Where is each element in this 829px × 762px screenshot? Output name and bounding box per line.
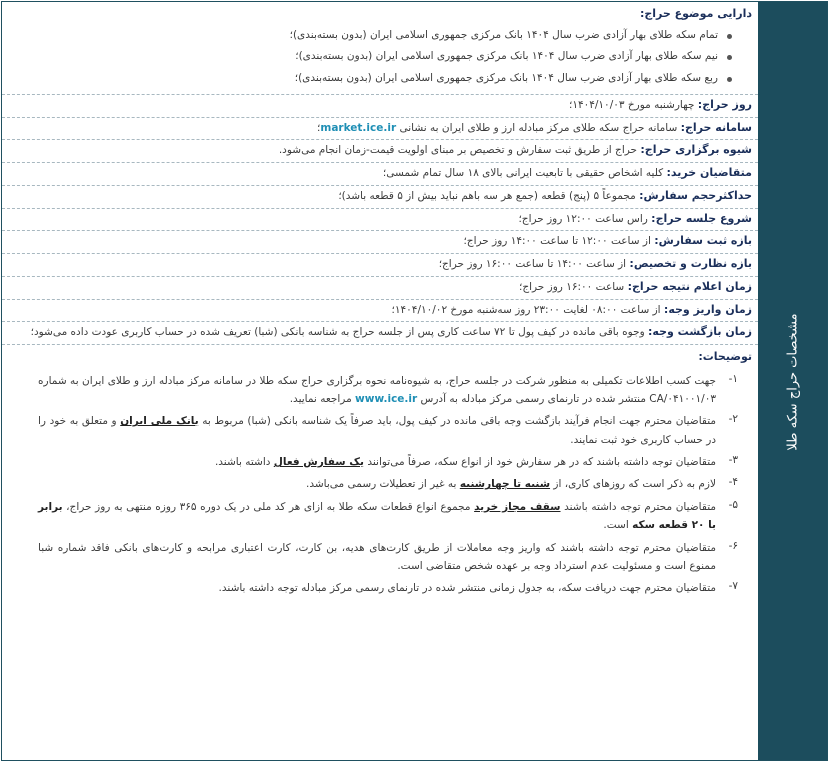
deposit-time-label: زمان واریز وجه: xyxy=(663,302,752,316)
session-start-label: شروع جلسه حراج: xyxy=(651,211,752,225)
content xyxy=(2,2,758,760)
assets-section xyxy=(2,2,758,95)
deposit-time-row xyxy=(2,300,758,323)
max-volume-value: مجموعاً ۵ (پنج) قطعه (جمع هر سه باهم نباید بیش از ۵ قطعه باشد)؛ xyxy=(338,189,640,202)
applicants-label: متقاضیان خرید: xyxy=(666,166,752,179)
list-item: ۶- متقاضیان محترم توجه داشته باشند که واریز وجه معاملات از طریق کارت‌های هدیه، بن کارت، کارت اعتباری مرابحه و کارت‌های بانکی فاقد شماره شبا ممنوع است و مسئولیت عدم استرداد وجه بر عهده شخص متقاضی است. xyxy=(38,539,738,572)
supervision-window-label: بازه نظارت و تخصیص: xyxy=(629,257,752,270)
list-item: ۵- متقاضیان محترم توجه داشته باشند سقف مجاز خرید مجموع انواع قطعات سکه طلا به ازای هر کد ملی در یک دوره ۳۶۵ روزه منتهی به روز حراج، برابر با ۲۰ قطعه سکه است. xyxy=(38,498,738,532)
refund-time-label: زمان بازگشت وجه: xyxy=(648,325,752,339)
list-item: تمام سکه طلای بهار آزادی ضرب سال ۱۴۰۴ بانک مرکزی جمهوری اسلامی ایران (بدون بسته‌بندی)؛ xyxy=(8,26,732,48)
session-start-row xyxy=(2,209,758,232)
list-item: ربع سکه طلای بهار آزادی ضرب سال ۱۴۰۴ بانک مرکزی جمهوری اسلامی ایران (بدون بسته‌بندی)؛ xyxy=(8,69,732,91)
method-row xyxy=(2,140,758,163)
supervision-window-row xyxy=(2,254,758,277)
market-link[interactable]: market.ice.ir xyxy=(320,121,397,134)
applicants-value: کلیه اشخاص حقیقی با تابعیت ایرانی بالای ۱۸ سال تمام شمسی؛ xyxy=(382,167,667,179)
result-time-row xyxy=(2,277,758,300)
result-time-value: ساعت ۱۶:۰۰ روز حراج؛ xyxy=(518,280,628,293)
notes-list xyxy=(8,372,752,598)
supervision-window-value: از ساعت ۱۴:۰۰ تا ساعت ۱۶:۰۰ روز حراج؛ xyxy=(438,258,630,270)
session-start-value: راس ساعت ۱۲:۰۰ روز حراج؛ xyxy=(518,212,652,225)
system-label: سامانه حراج: xyxy=(680,120,752,134)
list-item: ۲- متقاضیان محترم جهت انجام فرآیند بازگشت وجه باقی مانده در کیف پول، باید صرفاً یک شناسه بانکی (شبا) مربوط به بانک ملی ایران و متعلق به خود را در حساب کاربری خود ثبت نمایند. xyxy=(38,413,738,446)
method-label: شیوه برگزاری حراج: xyxy=(640,143,752,157)
auction-day-label: روز حراج: xyxy=(697,97,752,111)
refund-time-row xyxy=(2,322,758,345)
system-row: سامانه حراج: سامانه حراج سکه طلای مرکز مبادله ارز و طلای ایران به نشانی market.ice.ir؛ xyxy=(2,118,758,141)
sidebar-title: مشخصات حراج سکه طلا xyxy=(785,313,800,451)
list-item: ۳- متقاضیان توجه داشته باشند که در هر سفارش خود از انواع سکه، صرفاً می‌توانند یک سفارش فعال داشته باشند. xyxy=(214,454,738,468)
result-time-label: زمان اعلام نتیجه حراج: xyxy=(627,279,752,293)
method-value: حراج از طریق ثبت سفارش و تخصیص بر مبنای اولویت قیمت-زمان انجام می‌شود. xyxy=(278,144,641,157)
system-value: سامانه حراج سکه طلای مرکز مبادله ارز و طلای ایران به نشانی xyxy=(396,121,681,134)
max-volume-label: حداکثرحجم سفارش: xyxy=(639,188,752,202)
sidebar xyxy=(758,2,827,760)
list-item: ۷- متقاضیان محترم جهت دریافت سکه، به جدول زمانی منتشر شده در تارنمای رسمی مرکز مبادله توجه داشته باشند. xyxy=(218,580,738,595)
applicants-row xyxy=(2,163,758,186)
assets-heading: دارایی موضوع حراج: xyxy=(639,7,752,20)
refund-time-value: وجوه باقی مانده در کیف پول تا ۷۲ ساعت کاری پس از جلسه حراج به شناسه بانکی (شبا) تعریف شده در حساب کاربری عودت داده می‌شود؛ xyxy=(30,326,649,339)
auction-day-row xyxy=(2,95,758,118)
ice-link[interactable]: www.ice.ir xyxy=(355,392,418,405)
order-window-label: بازه ثبت سفارش: xyxy=(654,234,752,248)
max-volume-row xyxy=(2,186,758,209)
auction-spec-panel xyxy=(1,1,828,761)
list-item: ۴- لازم به ذکر است که روزهای کاری، از شنبه تا چهارشنبه به غیر از تعطیلات رسمی می‌باشد. xyxy=(306,476,738,491)
notes-section xyxy=(2,345,758,605)
order-window-row xyxy=(2,231,758,254)
assets-list xyxy=(8,26,752,91)
list-item: نیم سکه طلای بهار آزادی ضرب سال ۱۴۰۴ بانک مرکزی جمهوری اسلامی ایران (بدون بسته‌بندی)؛ xyxy=(8,47,732,69)
deposit-time-value: از ساعت ۰۸:۰۰ لغایت ۲۳:۰۰ روز سه‌شنبه مورخ ۱۴۰۴/۱۰/۰۲؛ xyxy=(391,303,664,316)
auction-day-value: چهارشنبه مورخ ۱۴۰۴/۱۰/۰۳؛ xyxy=(568,98,698,111)
list-item: ۱- جهت کسب اطلاعات تکمیلی به منظور شرکت در جلسه حراج، به شیوه‌نامه نحوه برگزاری حراج سکه طلا در سامانه مرکز مبادله ارز و طلای ایران به شماره CA/۰۴۱۰۰۱/۰۳ منتشر شده در تارنمای رسمی مرکز مبادله به آدرس www.ice.ir مراجعه نمایید. xyxy=(38,372,738,405)
notes-heading: توضیحات: xyxy=(698,350,752,363)
order-window-value: از ساعت ۱۲:۰۰ تا ساعت ۱۴:۰۰ روز حراج؛ xyxy=(463,235,655,248)
